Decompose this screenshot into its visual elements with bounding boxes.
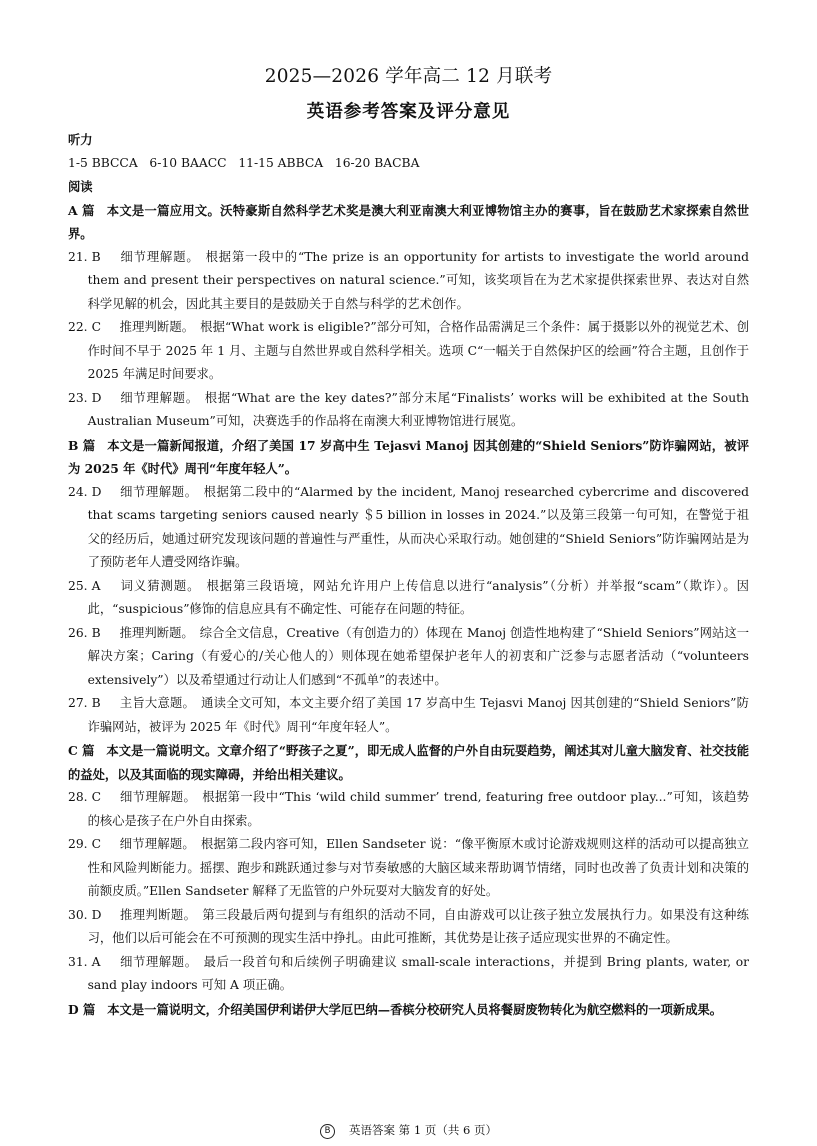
question-answer: D: [91, 390, 102, 405]
question-type: 细节理解题。: [119, 484, 198, 499]
passage-c-name: C 篇: [68, 743, 95, 758]
question-number: 31.: [68, 954, 88, 969]
answer-body: [68, 128, 749, 1021]
question-number: 23.: [68, 390, 88, 405]
question-30: [68, 904, 749, 951]
question-24: [68, 481, 749, 575]
passage-d-intro-text: 本文是一篇说明文，介绍美国伊利诺伊大学厄巴纳—香槟分校研究人员将餐厨废物转化为航空燃料的一项新成果。: [107, 1001, 723, 1017]
question-number: 30.: [68, 907, 88, 922]
question-type: 推理判断题。: [119, 625, 194, 640]
question-explanation: 根据第二段中的“Alarmed by the incident, Manoj researched cybercrime and discovered that scams targeting seniors caused nearly ＄5 billion in losses in 2024.”以及第三段第一句可知，在警觉于祖父的经历后，她通过研究发现该问题的普遍性与严重性，从而决心采取行动。她创建的“Shield Seniors”防诈骗网站是为了预防老年人遭受网络诈骗。: [87, 484, 749, 569]
question-25: [68, 575, 749, 622]
question-26: [68, 622, 749, 693]
question-number: 29.: [68, 837, 88, 851]
question-21: [68, 246, 749, 317]
passage-b-intro: [68, 434, 749, 481]
passage-b-intro-text: 本文是一篇新闻报道，介绍了美国 17 岁高中生 Tejasvi Manoj 因其创建的“Shield Seniors”防诈骗网站，被评为 2025 年《时代》周刊“年度年轻人”。: [68, 437, 749, 476]
question-number: 24.: [68, 484, 88, 499]
question-answer: C: [91, 790, 101, 804]
question-31: [68, 951, 749, 998]
passage-a-name: A 篇: [68, 202, 95, 218]
question-answer: B: [91, 696, 101, 710]
question-number: 27.: [68, 696, 88, 710]
question-number: 22.: [68, 320, 88, 334]
question-type: 主旨大意题。: [119, 696, 196, 710]
listening-label: 听力: [68, 132, 93, 147]
question-explanation: 根据第二段内容可知，Ellen Sandseter 说：“像平衡原木或讨论游戏规则这样的活动可以提高独立性和风险判断能力。摇摆、跑步和跳跃通过参与对节奏敏感的大脑区域来帮助调节情绪，同时也改善了负责计划和决策的前额皮质。”Ellen Sandseter 解释了无监管的户外玩耍对大脑发育的好处。: [87, 837, 749, 898]
question-explanation: 综合全文信息，Creative（有创造力的）体现在 Manoj 创造性地构建了“Shield Seniors”网站这一解决方案；Caring（有爱心的/关心他人的）则体现在她希望保护老年人的初衷和广泛参与志愿者活动（“volunteers extensively”）以及希望通过行动让人们感到“不孤单”的表述中。: [87, 625, 749, 687]
question-type: 细节理解题。: [119, 390, 199, 405]
reading-label: 阅读: [68, 179, 93, 194]
question-29: [68, 833, 749, 904]
passage-c-intro-text: 本文是一篇说明文。文章介绍了“野孩子之夏”，即无成人监督的户外自由玩耍趋势，阐述其对儿童大脑发育、社交技能的益处，以及其面临的现实障碍，并给出相关建议。: [68, 743, 749, 782]
question-explanation: 根据“What work is eligible?”部分可知，合格作品需满足三个条件：属于摄影以外的视觉艺术、创作时间不早于 2025 年 1 月、主题与自然世界或自然科学相关。选项 C“一幅关于自然保护区的绘画”符合主题，且创作于 2025 年满足时间要求。: [87, 320, 749, 381]
question-28: [68, 786, 749, 833]
question-explanation: 第三段最后两句提到与有组织的活动不同，自由游戏可以让孩子独立发展执行力。如果没有这种练习，他们以后可能会在不可预测的现实生活中挣扎。由此可推断，其优势是让孩子适应现实世界的不确定性。: [87, 907, 749, 945]
passage-b-name: B 篇: [68, 437, 96, 453]
question-explanation: 根据第一段中的“The prize is an opportunity for artists to investigate the world around them and present their perspectives on natural science.”可知，该奖项旨在为艺术家提供探索世界、表达对自然科学见解的机会，因此其主要目的是鼓励关于自然与科学的艺术创作。: [87, 249, 749, 311]
question-answer: C: [91, 320, 101, 334]
exam-title: 2025—2026 学年高二 12 月联考: [264, 66, 553, 87]
question-answer: B: [91, 249, 101, 264]
page-footer: [0, 1122, 817, 1139]
question-number: 25.: [68, 578, 88, 593]
question-explanation: 根据第三段语境，网站允许用户上传信息以进行“analysis”（分析）并举报“scam”（欺诈）。因此，“suspicious”修饰的信息应具有不确定性、可能存在问题的特征。: [87, 578, 749, 616]
question-explanation: 最后一段首句和后续例子明确建议 small-scale interactions，并提到 Bring plants, water, or sand play indoors 可知 A 项正确。: [87, 954, 749, 992]
question-type: 词义猜测题。: [119, 578, 201, 593]
question-answer: A: [91, 954, 101, 969]
question-23: [68, 387, 749, 434]
question-answer: A: [91, 578, 101, 593]
question-answer: B: [91, 625, 101, 640]
passage-a-intro-text: 本文是一篇应用文。沃特豪斯自然科学艺术奖是澳大利亚南澳大利亚博物馆主办的赛事，旨在鼓励艺术家探索自然世界。: [68, 202, 749, 241]
question-22: [68, 316, 749, 387]
question-explanation: 根据第一段中“This ‘wild child summer’ trend, featuring free outdoor play...”可知，该趋势的核心是孩子在户外自由探索。: [87, 790, 749, 828]
question-27: [68, 692, 749, 739]
question-answer: C: [91, 837, 101, 851]
passage-c-intro: [68, 739, 749, 786]
question-answer: D: [91, 484, 102, 499]
version-badge: B: [320, 1124, 335, 1139]
question-type: 细节理解题。: [119, 790, 197, 804]
question-type: 细节理解题。: [119, 837, 195, 851]
question-type: 推理判断题。: [119, 907, 197, 922]
question-type: 细节理解题。: [119, 954, 198, 969]
answer-sheet-title: 英语参考答案及评分意见: [306, 102, 511, 122]
question-explanation: 通读全文可知，本文主要介绍了美国 17 岁高中生 Tejasvi Manoj 因其创建的“Shield Seniors”防诈骗网站，被评为 2025 年《时代》周刊“年度年轻人”。: [87, 696, 749, 734]
question-answer: D: [91, 907, 102, 922]
passage-a-intro: [68, 199, 749, 246]
page-number-text: 英语答案 第 1 页（共 6 页）: [349, 1123, 497, 1137]
question-explanation: 根据“What are the key dates?”部分末尾“Finalists’ works will be exhibited at the South Australian Museum”可知，决赛选手的作品将在南澳大利亚博物馆进行展览。: [87, 390, 749, 428]
passage-d-name: D 篇: [68, 1001, 96, 1017]
question-number: 26.: [68, 625, 88, 640]
question-number: 21.: [68, 249, 88, 264]
question-number: 28.: [68, 790, 88, 804]
question-type: 细节理解题。: [119, 249, 200, 264]
question-type: 推理判断题。: [119, 320, 195, 334]
listening-answers: 1-5 BBCCA 6-10 BAACC 11-15 ABBCA 16-20 BACBA: [68, 155, 420, 170]
passage-d-intro: [68, 998, 749, 1022]
